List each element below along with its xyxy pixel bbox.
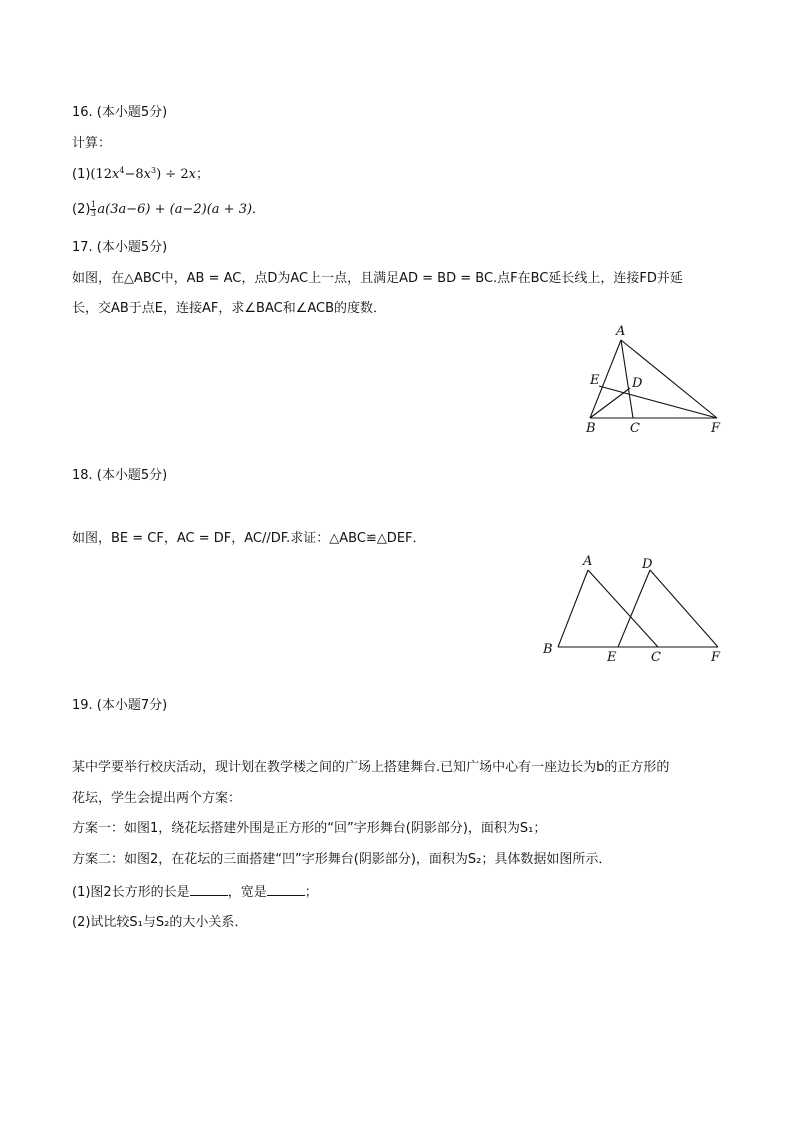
q17-text-line2: 长，交AB于点E，连接AF，求∠BAC和∠ACB的度数． [72,301,387,316]
q18-label-E: E [607,650,617,665]
q19-part2: (2)试比较S₁与S₂的大小关系． [72,915,248,930]
q18-header: 18. (本小题5分) [72,468,168,483]
q17-label-E: E [590,373,600,388]
q18-text-line1: 如图，BE = CF，AC = DF，AC//DF.求证：△ABC≌△DEF． [72,531,426,546]
q17-header: 17. (本小题5分) [72,240,168,255]
q18-label-D: D [642,557,653,572]
q18-label-A: A [583,554,593,569]
q17-label-A: A [616,324,626,339]
q18-label-C: C [651,650,661,665]
q16-part2-label: (2) [72,202,91,217]
q16-header: 16. (本小题5分) [72,105,168,120]
q17-label-F: F [711,421,721,436]
q18-label-F: F [711,650,721,665]
q19-text-line4: 方案二：如图2，在花坛的三面搭建“凹”字形舞台(阴影部分)，面积为S₂；具体数据如图所示． [72,852,612,867]
q16-intro: 计算： [72,136,112,151]
length-answer-blank [190,883,228,896]
q19-text-line2: 花坛，学生会提出两个方案： [72,791,242,806]
q17-text-line1: 如图，在△ABC中，AB = AC，点D为AC上一点，且满足AD = BD = BC.点F在BC延长线上，连接FD并延 [72,271,683,286]
q19-text-line1: 某中学要举行校庆活动，现计划在教学楼之间的广场上搭建舞台.已知广场中心有一座边长为b的正方形的 [72,760,670,775]
q18-label-B: B [543,642,553,657]
fraction-one-third: $\frac{1}{3}$ [90,200,96,218]
q17-triangle-figure [575,320,735,438]
q19-part1: (1)图2长方形的长是 ，宽是 ； [72,885,318,900]
width-answer-blank [267,883,305,896]
q18-triangles-figure [538,550,734,668]
q17-label-D: D [632,376,643,391]
q17-label-C: C [630,421,640,436]
q16-part1: $(1)(12x^4-8x^3) \div 2x$； [72,166,209,182]
q19-text-line3: 方案一：如图1，绕花坛搭建外围是正方形的“回”字形舞台(阴影部分)，面积为S₁； [72,821,547,836]
q16-part2: (2) $\frac{1}{3}$ a(3a−6) + (a−2)(a + 3)． [72,200,266,218]
q17-label-B: B [586,421,596,436]
q19-header: 19. (本小题7分) [72,698,168,713]
q16-part1-label: (1) [72,167,91,182]
